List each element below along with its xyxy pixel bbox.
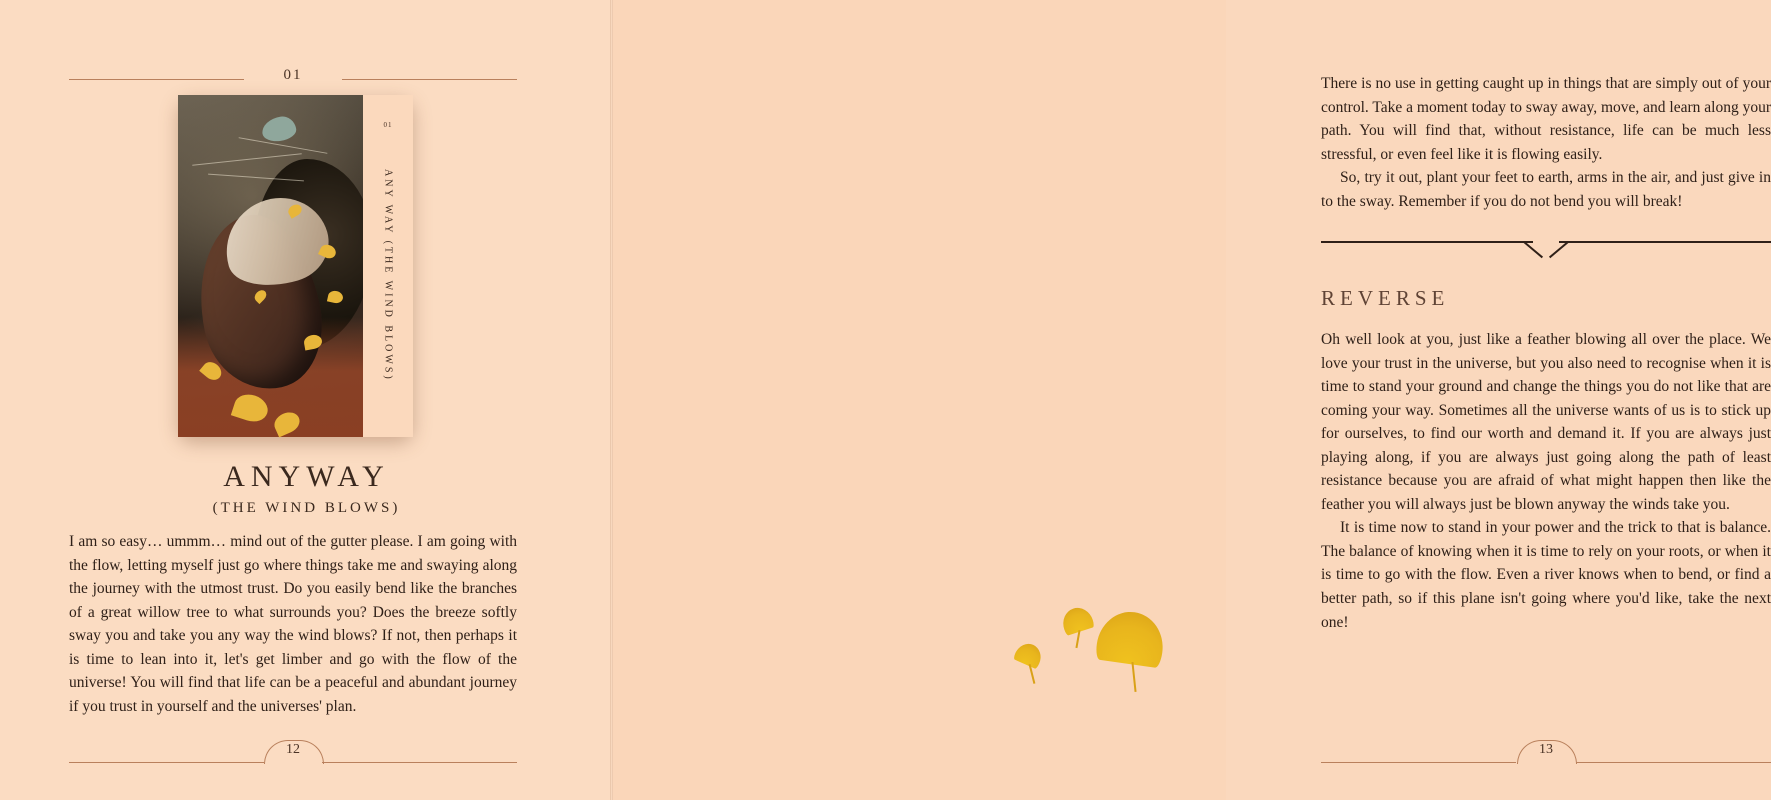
ginkgo-leaf-decoration: [974, 608, 1164, 718]
ginkgo-leaf-large: [1095, 608, 1168, 669]
paragraph: It is time now to stand in your power and the trick to that is balance. The balance of knowing when it is time to rely on your roots, or when it is time to go with the flow. Even a river knows when to bend, or find a better path, so if this plane isn't going where you'd like, take the next one!: [1321, 519, 1771, 631]
footer-rule-left: [1321, 762, 1516, 763]
footer-rule-right: [322, 762, 517, 763]
paragraph: I am so easy… ummm… mind out of the gutter please. I am going with the flow, letting myself just go where things take me and swaying along the journey with the utmost trust. Do you easily bend like the branches of a great willow tree to what surrounds you? Does the breeze softly sway you and take you any way the wind blows? If not, then perhaps it is time to lean into it, let's get limber and go with the flow of the universe! You will find that life can be a peaceful and abundant journey if you trust in yourself and the universes' plan.: [69, 533, 517, 715]
page-title: ANYWAY: [223, 460, 390, 493]
upright-body-text: [1321, 72, 1771, 213]
left-page: [0, 0, 613, 800]
divider-rule-right: [1559, 241, 1771, 243]
paragraph: Oh well look at you, just like a feather blowing all over the place. We love your trust in the universe, but you also need to recognise when it is time to stand your ground and change the things you do not like that are coming your way. Sometimes all the universe wants of us is to stick up for ourselves, to find our worth and demand it. If you are always just playing along, if you are always just going along the path of least resistance because you are afraid of what might happen then like the feather you will always just be blown anyway the winds take you.: [1321, 331, 1771, 513]
artwork-branch: [192, 153, 302, 165]
card-spine-title: ANY WAY (THE WIND BLOWS): [382, 168, 394, 382]
card-number: 01: [283, 67, 303, 83]
card-spine-number: 01: [383, 121, 393, 129]
chevron-stroke-left: [1523, 241, 1543, 258]
left-body-text: [69, 530, 517, 718]
tarot-card-artwork: [178, 95, 363, 437]
card-number-header: [69, 67, 517, 86]
right-page: [613, 0, 1771, 800]
footer-rule-right: [1576, 762, 1771, 763]
paragraph: There is no use in getting caught up in things that are simply out of your control. Take a moment today to sway away, move, and learn along your path. You will find that, without resistance, life can be much less stressful, or even feel like it is flowing easily.: [1321, 75, 1771, 163]
ginkgo-leaf-small: [1059, 604, 1095, 636]
tarot-card-frame: [178, 95, 413, 437]
page-number: 13: [1539, 742, 1553, 757]
footer-rule-left: [69, 762, 264, 763]
paragraph: So, try it out, plant your feet to earth, arms in the air, and just give in to the sway. Remember if you do not bend you will break!: [1321, 169, 1771, 210]
right-page-footer: [1321, 740, 1771, 774]
chevron-down-icon: [1321, 236, 1771, 266]
divider-chevron: [1526, 241, 1566, 263]
page-number: 12: [286, 742, 300, 757]
page-subtitle: (THE WIND BLOWS): [212, 500, 401, 516]
tarot-card: [178, 95, 413, 437]
section-heading-reverse: REVERSE: [1321, 286, 1450, 310]
reverse-body-text: [1321, 328, 1771, 634]
left-page-footer: [69, 740, 517, 774]
chevron-stroke-right: [1549, 241, 1569, 258]
ginkgo-stem: [1131, 662, 1136, 692]
artwork-bird: [260, 115, 297, 143]
divider-rule-left: [1321, 241, 1533, 243]
tarot-card-spine: [363, 95, 413, 437]
